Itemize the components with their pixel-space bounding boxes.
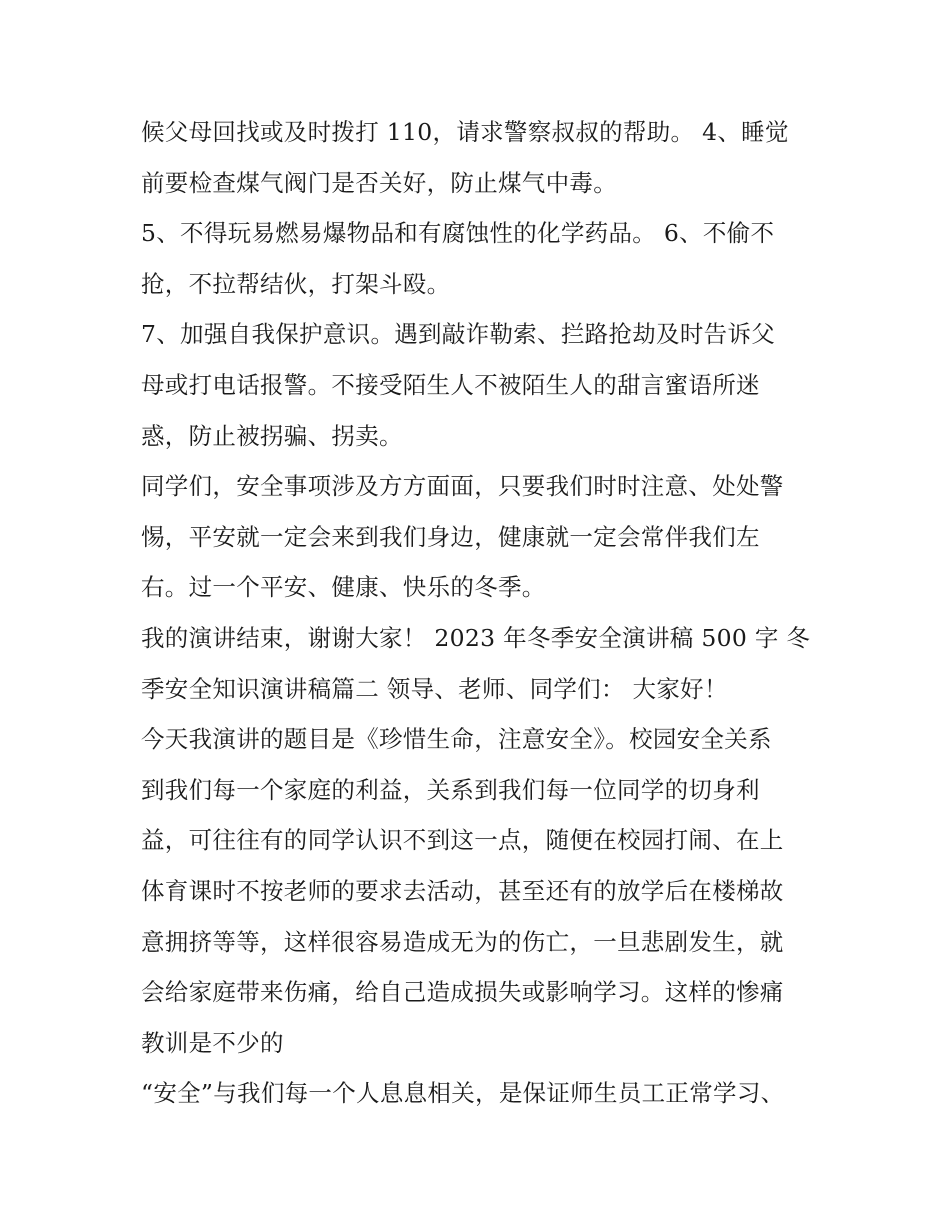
text-line: 惑，防止被拐骗、拐卖。 [141, 421, 403, 450]
text-line: 抢，不拉帮结伙，打架斗殴。 [141, 269, 451, 298]
text-line: 意拥挤等等，这样很容易造成无为的伤亡，一旦悲剧发生，就 [141, 927, 784, 956]
text-line: 今天我演讲的题目是《珍惜生命，注意安全》。校园安全关系 [141, 725, 772, 754]
text-line: 体育课时不按老师的要求去活动，甚至还有的放学后在楼梯故 [141, 876, 784, 905]
body-text [141, 107, 821, 1119]
text-line: 教训是不少的 [141, 1028, 284, 1057]
text-line: 我的演讲结束，谢谢大家！ 2023 年冬季安全演讲稿 500 字 冬 [141, 623, 811, 652]
text-line: 同学们，安全事项涉及方方面面，只要我们时时注意、处处警 [141, 472, 784, 501]
text-line: “安全”与我们每一个人息息相关，是保证师生员工正常学习、 [141, 1079, 785, 1108]
text-line: 候父母回找或及时拨打 110，请求警察叔叔的帮助。 4、睡觉 [141, 118, 789, 146]
text-line: 会给家庭带来伤痛，给自己造成损失或影响学习。这样的惨痛 [141, 978, 784, 1007]
text-line: 到我们每一个家庭的利益，关系到我们每一位同学的切身利 [141, 775, 760, 804]
text-line: 前要检查煤气阀门是否关好，防止煤气中毒。 [141, 168, 617, 197]
text-line: 母或打电话报警。不接受陌生人不被陌生人的甜言蜜语所迷 [141, 370, 760, 399]
text-line: 惕，平安就一定会来到我们身边，健康就一定会常伴我们左 [141, 522, 760, 551]
text-line: 5、不得玩易燃易爆物品和有腐蚀性的化学药品。 6、不偷不 [141, 219, 775, 248]
text-line: 右。过一个平安、健康、快乐的冬季。 [141, 573, 546, 602]
text-line: 益，可往往有的同学认识不到这一点，随便在校园打闹、在上 [141, 826, 784, 855]
text-line: 季安全知识演讲稿篇二 领导、老师、同学们： 大家好！ [141, 674, 728, 703]
text-line: 7、加强自我保护意识。遇到敲诈勒索、拦路抢劫及时告诉父 [141, 320, 776, 349]
